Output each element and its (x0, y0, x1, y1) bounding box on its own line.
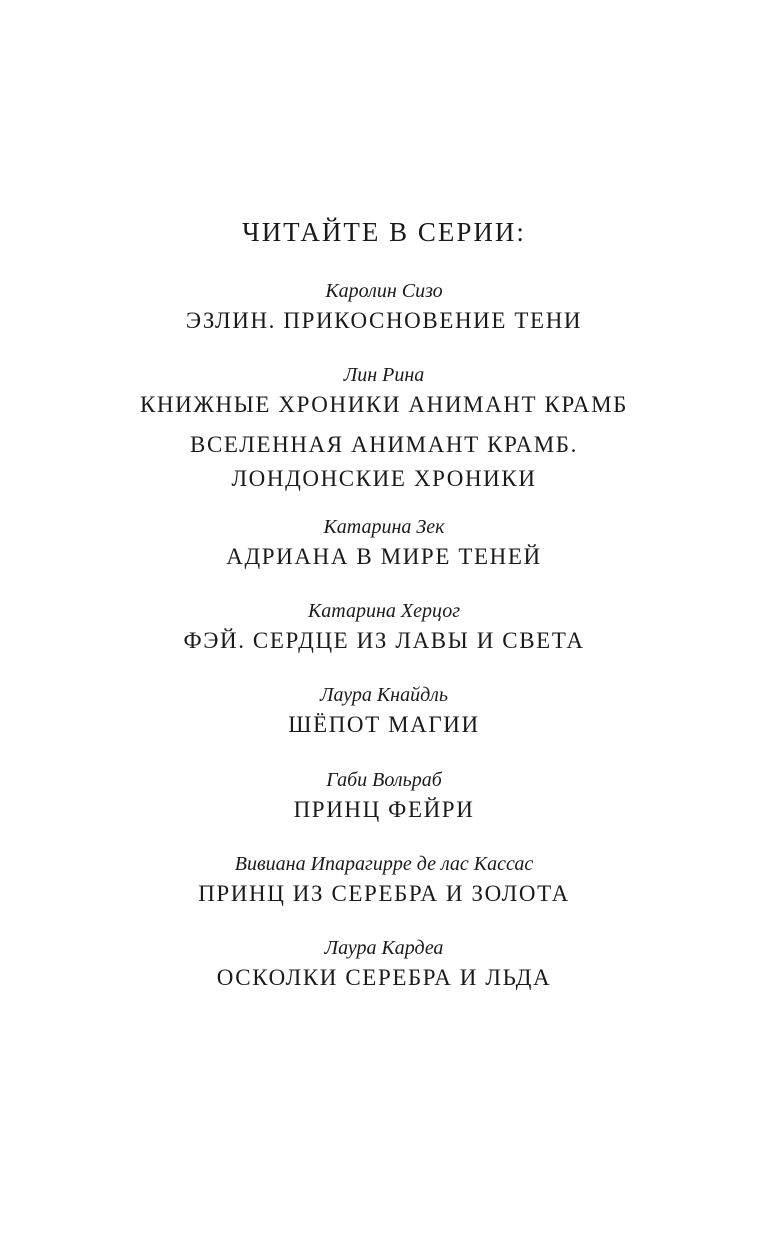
book-title: КНИЖНЫЕ ХРОНИКИ АНИМАНТ КРАМБ (139, 392, 628, 417)
series-entry (0, 851, 768, 911)
series-entry (0, 278, 768, 338)
book-title-continued: ЛОНДОНСКИЕ ХРОНИКИ (231, 466, 537, 491)
series-entry (0, 362, 768, 496)
book-title: ЭЗЛИН. ПРИКОСНОВЕНИЕ ТЕНИ (185, 308, 583, 333)
author-name: Катарина Херцог (307, 600, 461, 622)
author-name: Каролин Сизо (325, 280, 443, 302)
book-title: ВСЕЛЕННАЯ АНИМАНТ КРАМБ. (190, 432, 578, 457)
series-entry (0, 514, 768, 574)
author-name: Катарина Зек (323, 516, 445, 538)
book-title: ФЭЙ. СЕРДЦЕ ИЗ ЛАВЫ И СВЕТА (183, 628, 585, 653)
series-entry (0, 682, 768, 742)
book-title: ОСКОЛКИ СЕРЕБРА И ЛЬДА (216, 965, 552, 990)
author-name: Габи Вольраб (326, 769, 442, 791)
book-title: ПРИНЦ ФЕЙРИ (293, 797, 475, 822)
series-heading: ЧИТАЙТЕ В СЕРИИ: (242, 217, 526, 247)
book-title: АДРИАНА В МИРЕ ТЕНЕЙ (226, 544, 542, 569)
author-name: Лин Рина (343, 364, 425, 386)
series-entry (0, 767, 768, 827)
author-name: Лаура Кнайдль (319, 684, 449, 706)
book-title: ШЁПОТ МАГИИ (288, 712, 480, 737)
series-entry (0, 598, 768, 658)
author-name: Лаура Кардеа (324, 937, 444, 959)
author-name: Вивиана Ипарагирре де лас Кассас (234, 853, 534, 875)
series-entry (0, 935, 768, 995)
book-title: ПРИНЦ ИЗ СЕРЕБРА И ЗОЛОТА (198, 881, 570, 906)
